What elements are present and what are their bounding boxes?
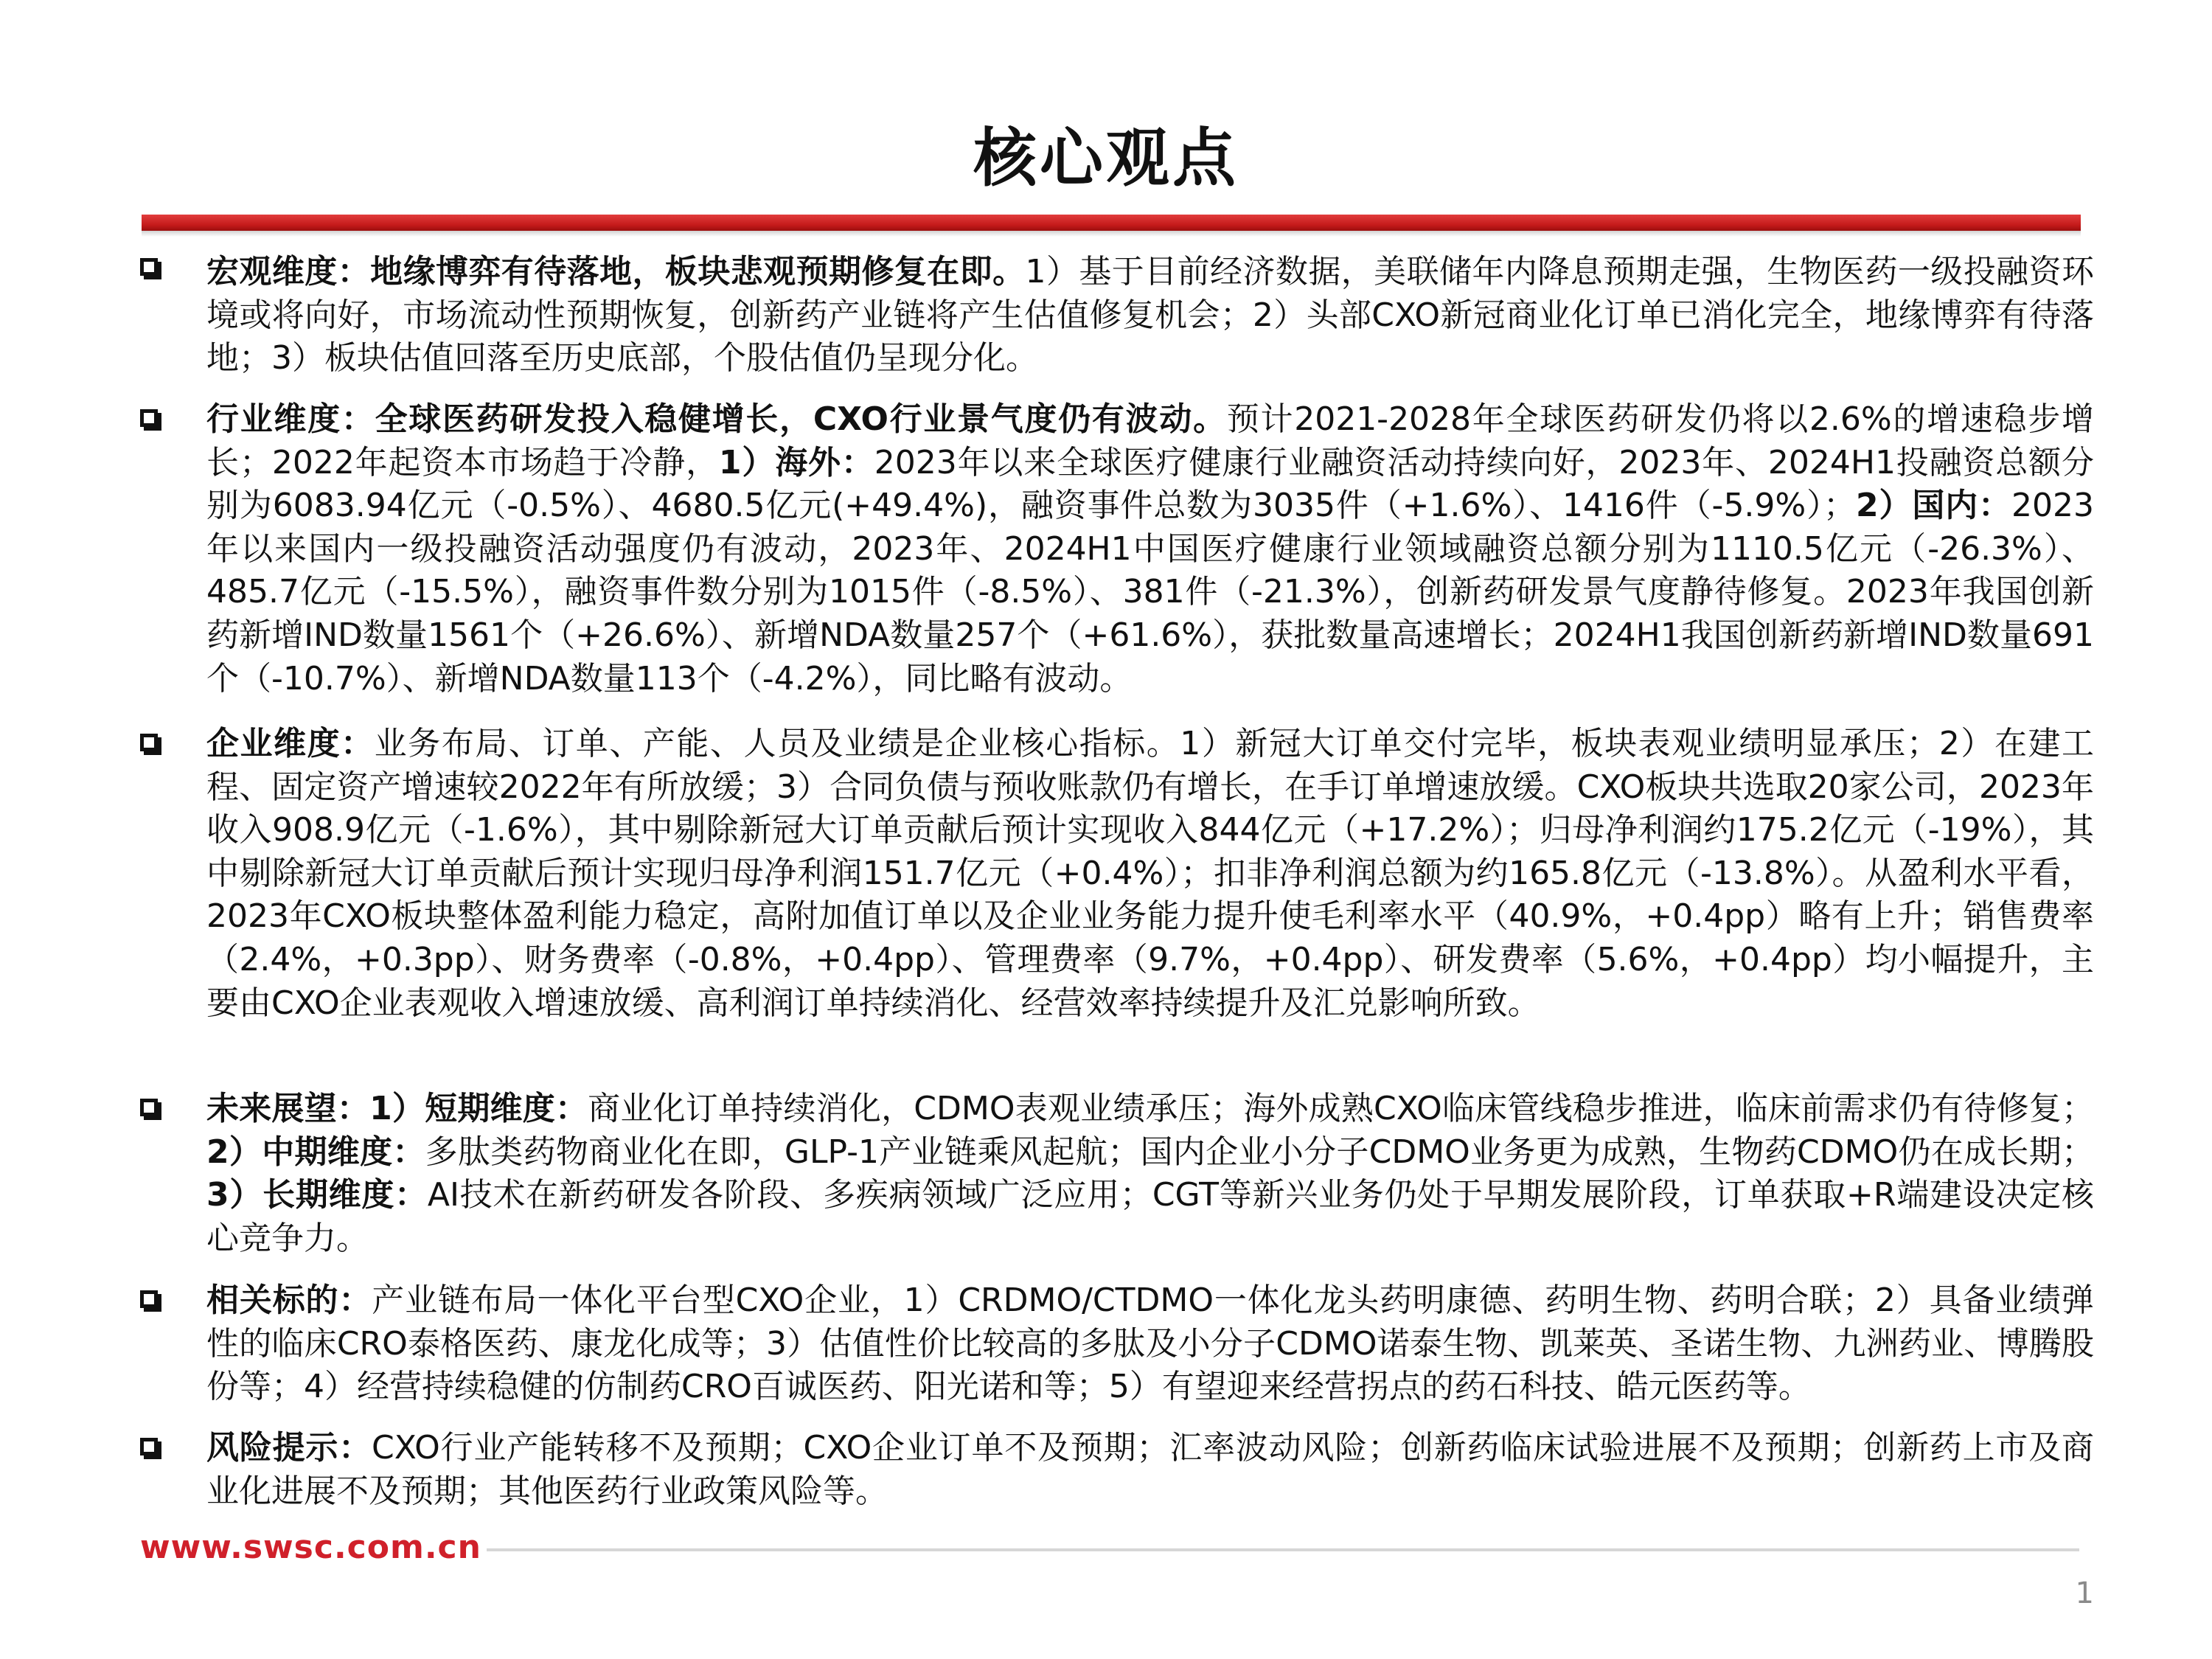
square-bullet-icon bbox=[140, 409, 158, 427]
body-text: 产业链布局一体化平台型CXO企业，1）CRDMO/CTDMO一体化龙头药明康德、药明生物、药明合联；2）具备业绩弹性的临床CRO泰格医药、康龙化成等；3）估值性价比较高的多肽及小分子CDMO诺泰生物、凯莱英、圣诺生物、九洲药业、博腾股份等；4）经营持续稳健的仿制药CRO百诚医药、阳光诺和等；5）有望迎来经营拐点的药石科技、皓元医药等。 bbox=[206, 1281, 2095, 1406]
emphasis-text: 2）国内： bbox=[1855, 487, 2012, 525]
body-text: 商业化订单持续消化，CDMO表观业绩承压；海外成熟CXO临床管线稳步推进，临床前需求仍有待修复； bbox=[588, 1090, 2094, 1127]
point-outlook-text bbox=[206, 1088, 2094, 1260]
point-macro-text bbox=[206, 251, 2094, 380]
body-text: 多肽类药物商业化在即，GLP-1产业链乘风起航；国内企业小分子CDMO业务更为成熟，生物药CDMO仍在成长期； bbox=[425, 1133, 2094, 1171]
square-bullet-icon bbox=[140, 1290, 158, 1308]
emphasis-text: 风险提示： bbox=[206, 1429, 372, 1467]
body-text: 1）基于目前经济数据，美联储年内降息预期走强，生物医药一级投融资环境或将向好，市场流动性预期恢复，创新药产业链将产生估值修复机会；2）头部CXO新冠商业化订单已消化完全，地缘博弈有待落地；3）板块估值回落至历史底部，个股估值仍呈现分化。 bbox=[206, 253, 2094, 378]
body-text: 2023年以来全球医疗健康行业融资活动持续向好，2023年、2024H1投融资总额分别为6083.94亿元（-0.5%）、4680.5亿元(+49.4%)，融资事件总数为3035件（+1.6%）、1416件（-5.9%）； bbox=[206, 443, 2094, 525]
body-text: AI技术在新药研发各阶段、多疾病领域广泛应用；CGT等新兴业务仍处于早期发展阶段，订单获取+R端建设决定核心竞争力。 bbox=[206, 1176, 2094, 1257]
body-text: 2023年以来国内一级投融资活动强度仍有波动，2023年、2024H1中国医疗健康行业领域融资总额分别为1110.5亿元（-26.3%）、485.7亿元（-15.5%），融资事件数分别为1015件（-8.5%）、381件（-21.3%），创新药研发景气度静待修复。2023年我国创新药新增IND数量1561个（+26.6%）、新增NDA数量257个（+61.6%），获批数量高速增长；2024H1我国创新药新增IND数量691个（-10.7%）、新增NDA数量113个（-4.2%），同比略有波动。 bbox=[206, 487, 2094, 698]
emphasis-text: 1）海外： bbox=[718, 443, 874, 481]
emphasis-text: 未来展望：1）短期维度： bbox=[206, 1090, 588, 1127]
point-enterprise-text bbox=[206, 723, 2094, 1025]
page-title: 核心观点 bbox=[973, 122, 1239, 195]
body-text: 业务布局、订单、产能、人员及业绩是企业核心指标。1）新冠大订单交付完毕，板块表观业绩明显承压；2）在建工程、固定资产增速较2022年有所放缓；3）合同负债与预收账款仍有增长，在手订单增速放缓。CXO板块共选取20家公司，2023年收入908.9亿元（-1.6%），其中剔除新冠大订单贡献后预计实现收入844亿元（+17.2%）；归母净利润约175.2亿元（-19%），其中剔除新冠大订单贡献后预计实现归母净利润151.7亿元（+0.4%）；扣非净利润总额为约165.8亿元（-13.8%）。从盈利水平看，2023年CXO板块整体盈利能力稳定，高附加值订单以及企业业务能力提升使毛利率水平（40.9%，+0.4pp）略有上升；销售费率（2.4%，+0.3pp）、财务费率（-0.8%，+0.4pp）、管理费率（9.7%，+0.4pp）、研发费率（5.6%，+0.4pp）均小幅提升，主要由CXO企业表观收入增速放缓、高利润订单持续消化、经营效率持续提升及汇兑影响所致。 bbox=[206, 725, 2095, 1022]
emphasis-text: 行业维度：全球医药研发投入稳健增长，CXO行业景气度仍有波动。 bbox=[206, 400, 1227, 438]
square-bullet-icon bbox=[140, 1438, 158, 1455]
point-industry-text bbox=[206, 398, 2094, 700]
title-underline-shadow bbox=[142, 231, 2081, 237]
page-number: 1 bbox=[2075, 1576, 2094, 1610]
footer-divider bbox=[487, 1548, 2079, 1551]
emphasis-text: 相关标的： bbox=[206, 1281, 372, 1319]
body-text: CXO行业产能转移不及预期；CXO企业订单不及预期；汇率波动风险；创新药临床试验进展不及预期；创新药上市及商业化进展不及预期；其他医药行业政策风险等。 bbox=[206, 1429, 2094, 1510]
emphasis-text: 3）长期维度： bbox=[206, 1176, 428, 1214]
square-bullet-icon bbox=[140, 258, 158, 276]
emphasis-text: 2）中期维度： bbox=[206, 1133, 425, 1171]
body-text: 预计2021-2028年全球医药研发仍将以2.6%的增速稳步增长；2022年起资本市场趋于冷静， bbox=[206, 400, 2094, 481]
square-bullet-icon bbox=[140, 734, 158, 751]
footer-website-link[interactable]: www.swsc.com.cn bbox=[140, 1528, 481, 1566]
emphasis-text: 宏观维度：地缘博弈有待落地，板块悲观预期修复在即。 bbox=[206, 253, 1026, 291]
square-bullet-icon bbox=[140, 1099, 158, 1116]
point-targets-text bbox=[206, 1279, 2094, 1409]
emphasis-text: 企业维度： bbox=[206, 725, 375, 762]
point-risks-text bbox=[206, 1427, 2094, 1513]
title-underline-bar bbox=[142, 215, 2081, 231]
